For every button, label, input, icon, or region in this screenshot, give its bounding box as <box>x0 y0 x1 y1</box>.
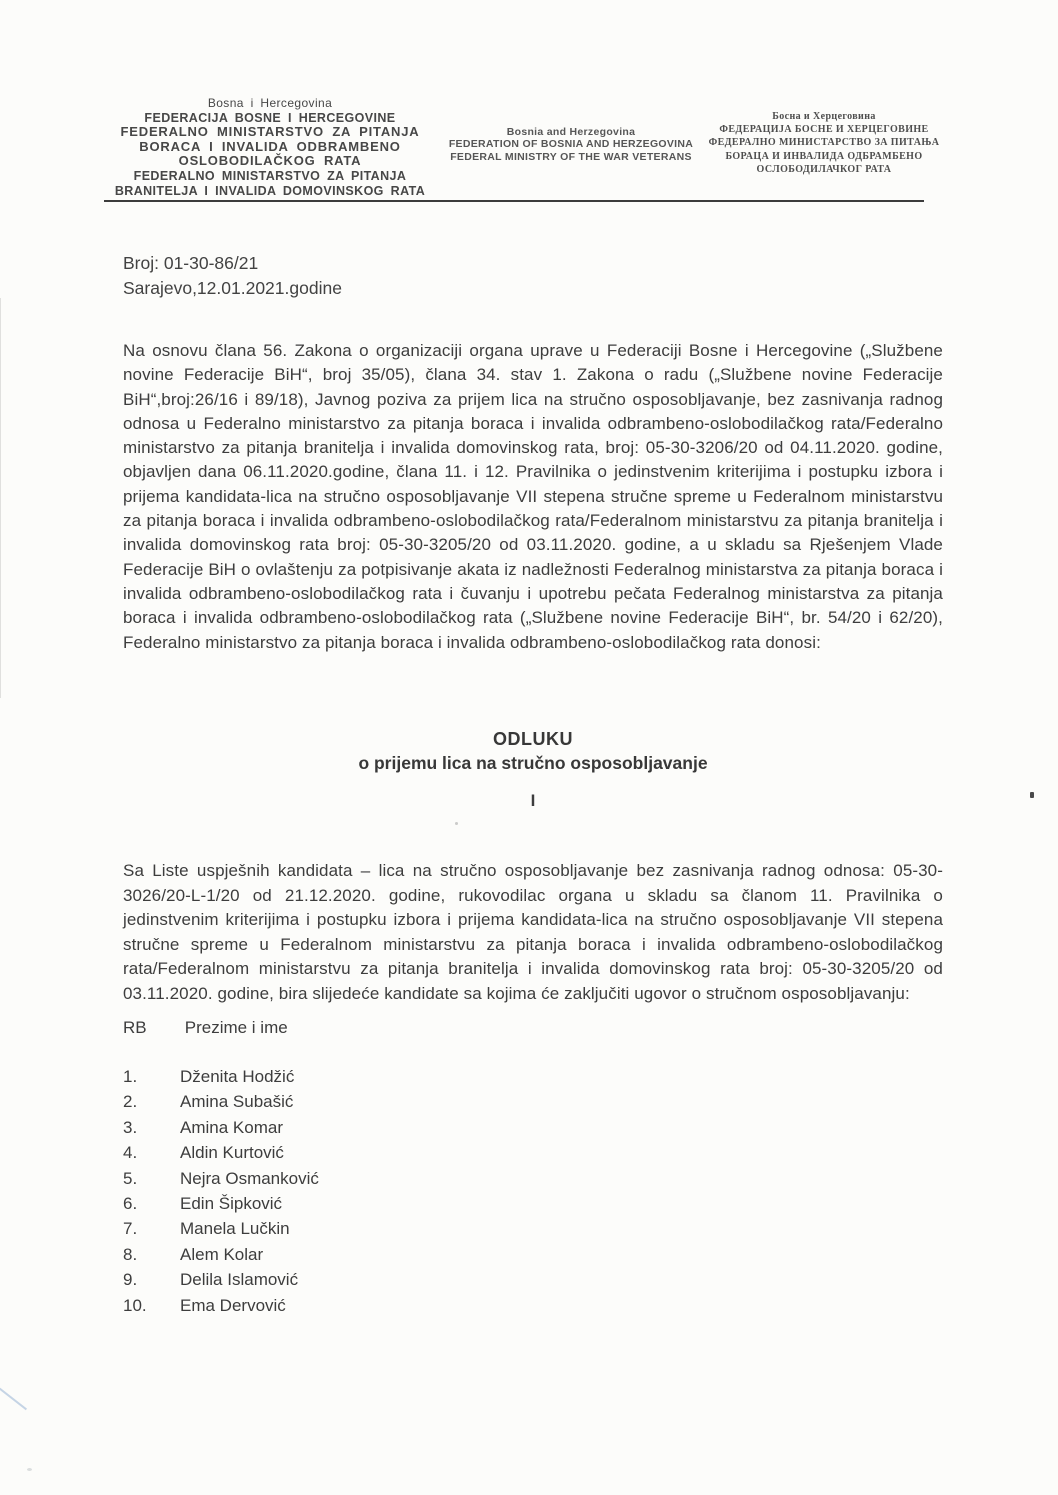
letterhead-line: ФЕДЕРАЛНО МИНИСТАРСТВО ЗА ПИТАЊА <box>708 137 940 149</box>
item-number: 5. <box>123 1168 138 1188</box>
candidate-name: Aldin Kurtović <box>180 1143 284 1163</box>
candidate-name: Delila Islamović <box>180 1270 299 1290</box>
item-number: 7. <box>123 1219 138 1239</box>
column-header-name: Prezime i ime <box>184 1018 288 1037</box>
letterhead-line: Босна и Херцеговина <box>772 111 876 122</box>
list-item <box>123 1089 319 1114</box>
item-number: 2. <box>123 1092 138 1112</box>
decision-title-block <box>123 729 943 774</box>
preamble-paragraph: Na osnovu člana 56. Zakona o organizaciji organa uprave u Federaciji Bosne i Hercegovine („Službene novine Federacije BiH“, broj 35/05), člana 34. stav 1. Zakona o radu („Službene novine Federacije BiH“,broj:26/16 i 89/18), Javnog poziva za prijem lica na stručno osposobljavanje, bez zasnivanja radnog odnosa u Federalno ministarstvo za pitanja boraca i invalida odbrambeno-oslobodilačkog rata/Federalno ministarstvo za pitanja branitelja i invalida domovinskog rata, broj: 05-30-3206/20 od 04.11.2020. godine, objavljen dana 06.11.2020.godine, člana 11. i 12. Pravilnika o jedinstvenim kriterijima i postupku izbora i prijema kandidata-lica na stručno osposobljavanje VII stepena stručne spreme u Federalnom ministarstvu za pitanja boraca i invalida odbrambeno-oslobodilačkog rata/Federalnom ministarstvu za pitanja branitelja i invalida domovinskog rata broj: 05-30-3205/20 od 03.11.2020. godine, a u skladu sa Rješenjem Vlade Federacije BiH o ovlaštenju za potpisivanje akata iz nadležnosti Federalnog ministarstva za pitanja boraca i invalida odbrambeno-oslobodilačkog rata i čuvanju i upotrebu pečata Federalnog ministarstva za pitanja boraca i invalida odbrambeno-oslobodilačkog rata („Službene novine Federacije BiH“, br. 54/20 i 62/20), Federalno ministarstvo za pitanja boraca i invalida odbrambeno-oslobodilačkog rata donosi: <box>123 341 943 652</box>
letterhead-line: FEDERATION OF BOSNIA AND HERZEGOVINA <box>448 138 694 151</box>
letterhead-line: Bosnia and Herzegovina <box>506 126 636 138</box>
item-number: 4. <box>123 1143 138 1163</box>
list-item <box>123 1064 319 1089</box>
item-number: 6. <box>123 1194 138 1214</box>
letterhead-line: БОРАЦА И ИНВАЛИДА ОДБРАМБЕНО <box>725 150 923 162</box>
letterhead-bosnian <box>103 96 437 198</box>
letterhead-line: FEDERALNO MINISTARSTVO ZA PITANJA <box>133 168 407 183</box>
letterhead-line: FEDERAL MINISTRY OF THE WAR VETERANS <box>450 150 692 163</box>
candidate-name: Edin Šipković <box>180 1194 283 1214</box>
item-number: 10. <box>123 1295 147 1315</box>
scan-artifact-edge-line <box>0 298 1 698</box>
candidate-name: Alem Kolar <box>180 1244 264 1264</box>
letterhead-english <box>443 126 699 163</box>
letterhead-line: BRANITELJA I INVALIDA DOMOVINSKOG RATA <box>114 183 426 198</box>
column-header-rb: RB <box>123 1018 147 1037</box>
candidate-name: Ema Dervović <box>180 1295 286 1315</box>
list-item <box>123 1216 319 1241</box>
decision-title: ODLUKU <box>493 729 573 749</box>
letterhead-line: Bosna i Hercegovina <box>207 96 333 110</box>
letterhead-line: ФЕДЕРАЦИЈА БОСНЕ И ХЕРЦЕГОВИНЕ <box>719 124 929 136</box>
decision-subtitle: o prijemu lica na stručno osposobljavanje <box>358 753 708 773</box>
section-paragraph: Sa Liste uspješnih kandidata – lica na stručno osposobljavanje bez zasnivanja radnog odnosa: 05-30-3026/20-L-1/20 od 21.12.2020. godine, rukovodilac organa u skladu sa članom 11. Pravilnika o jedinstvenim kriterijima i postupku izbora i prijema kandidata-lica na stručno osposobljavanje VII stepena stručne spreme u Federalnom ministarstvu za pitanja boraca i invalida odbrambeno-oslobodilačkog rata/Federalnom ministarstvu za pitanja branitelja i invalida domovinskog rata broj: 05-30-3205/20 od 03.11.2020. godine, bira slijedeće kandidate sa kojima će zaključiti ugovor o stručnom osposobljavanju: <box>123 861 943 1003</box>
list-item <box>123 1115 319 1140</box>
letterhead-divider <box>104 200 924 202</box>
item-number: 1. <box>123 1067 138 1086</box>
list-item <box>123 1191 319 1216</box>
list-item <box>123 1242 319 1267</box>
section-numeral: I <box>530 791 536 810</box>
candidate-list-header <box>123 1018 288 1038</box>
list-item <box>123 1293 319 1318</box>
letterhead-line: OSLOBODILAČKOG RATA <box>178 153 362 169</box>
candidate-list <box>123 1064 319 1318</box>
candidate-name: Amina Subašić <box>180 1092 294 1112</box>
candidate-name: Amina Komar <box>180 1117 283 1137</box>
scan-artifact-speck <box>455 822 458 825</box>
candidate-name: Manela Lučkin <box>180 1219 290 1239</box>
item-number: 3. <box>123 1117 138 1137</box>
reference-block <box>123 251 342 301</box>
candidate-name: Dženita Hodžić <box>180 1067 295 1086</box>
scan-artifact-speck <box>27 1468 32 1471</box>
reference-number: Broj: 01-30-86/21 <box>123 253 259 273</box>
place-and-date: Sarajevo,12.01.2021.godine <box>123 278 342 298</box>
letterhead-line: FEDERACIJA BOSNE I HERCEGOVINE <box>144 110 396 125</box>
list-item <box>123 1140 319 1165</box>
scan-artifact-pen-mark <box>0 1388 27 1411</box>
item-number: 9. <box>123 1270 138 1290</box>
letterhead-line: BORACA I INVALIDA ODBRAMBENO <box>139 138 401 154</box>
letterhead-line: ОСЛОБОДИЛАЧКОГ РАТА <box>756 163 892 175</box>
letterhead-line: FEDERALNO MINISTARSTVO ZA PITANJA <box>120 124 420 140</box>
scan-artifact-speck <box>1030 792 1034 798</box>
item-number: 8. <box>123 1244 138 1264</box>
letterhead-cyrillic <box>700 110 948 176</box>
list-item <box>123 1166 319 1191</box>
candidate-name: Nejra Osmanković <box>180 1168 319 1188</box>
list-item <box>123 1267 319 1292</box>
